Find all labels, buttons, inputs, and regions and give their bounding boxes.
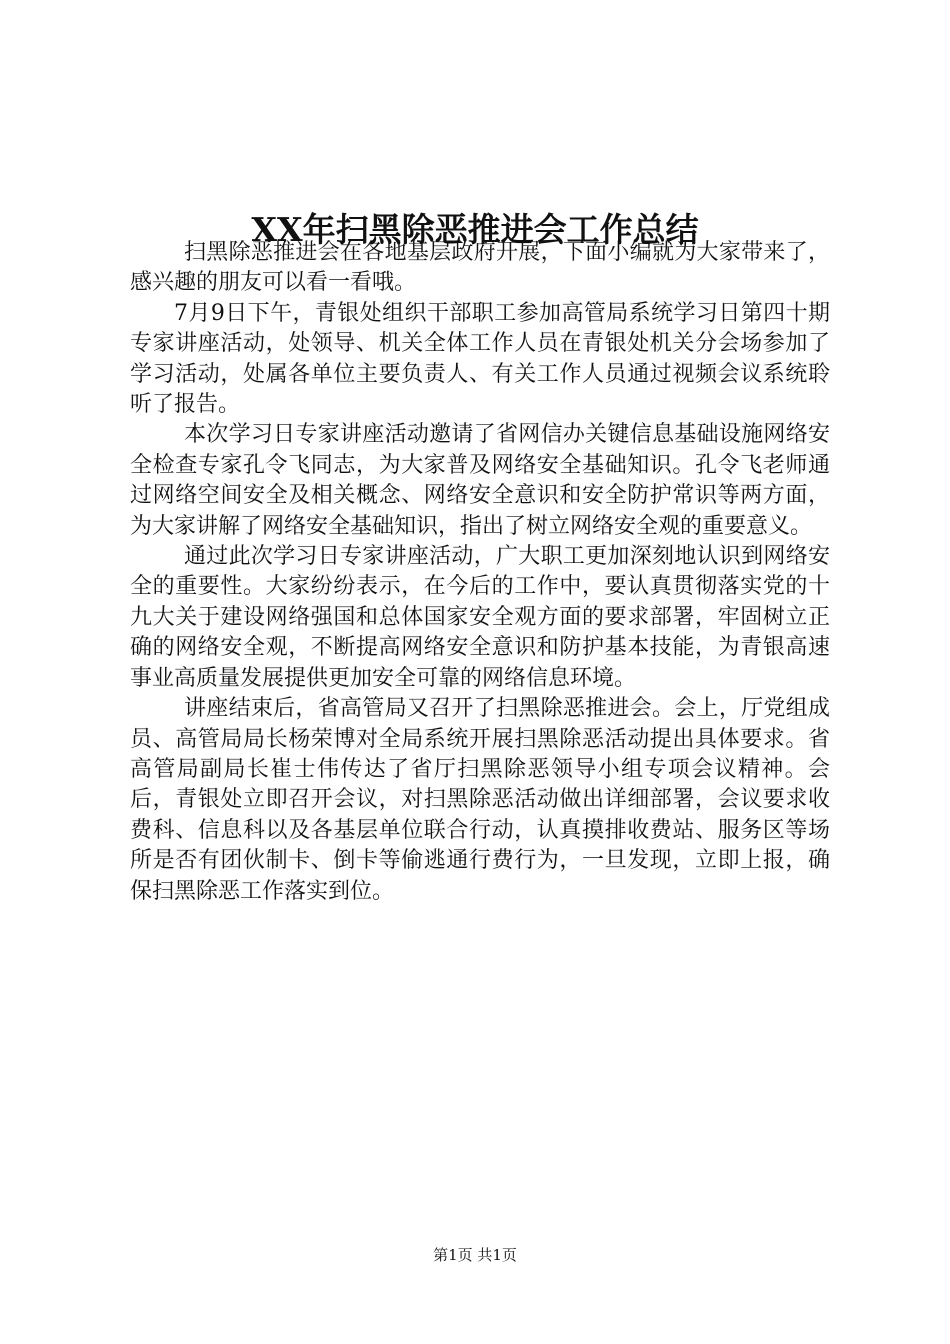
document-title: XX年扫黑除恶推进会工作总结 — [251, 210, 699, 250]
paragraph-lecture: 本次学习日专家讲座活动邀请了省网信办关键信息基础设施网络安全检查专家孔令飞同志，为大家普及网络安全基础知识。孔令飞老师通过网络空间安全及相关概念、网络安全意识和安全防护常识等两方面，为大家讲解了网络安全基础知识，指出了树立网络安全观的重要意义。 — [130, 422, 830, 539]
paragraph-intro: 扫黑除恶推进会在各地基层政府开展，下面小编就为大家带来了，感兴趣的朋友可以看一看哦。 — [130, 240, 830, 296]
document-body — [130, 238, 830, 907]
paragraph-meeting: 7月9日下午，青银处组织干部职工参加高管局系统学习日第四十期专家讲座活动，处领导、机关全体工作人员在青银处机关分会场参加了学习活动，处属各单位主要负责人、有关工作人员通过视频会议系统聆听了报告。 — [130, 300, 830, 418]
paragraph-promotion-meeting: 讲座结束后，省高管局又召开了扫黑除恶推进会。会上，厅党组成员、高管局局长杨荣博对全局系统开展扫黑除恶活动提出具体要求。省高管局副局长崔士伟传达了省厅扫黑除恶领导小组专项会议精神。会后，青银处立即召开会议，对扫黑除恶活动做出详细部署，会议要求收费科、信息科以及各基层单位联合行动，认真摸排收费站、服务区等场所是否有团伙制卡、倒卡等偷逃通行费行为，一旦发现，立即上报，确保扫黑除恶工作落实到位。 — [130, 696, 830, 904]
page-number: 第1页 共1页 — [433, 1246, 517, 1264]
paragraph-awareness: 通过此次学习日专家讲座活动，广大职工更加深刻地认识到网络安全的重要性。大家纷纷表示，在今后的工作中，要认真贯彻落实党的十九大关于建设网络强国和总体国家安全观方面的要求部署，牢固树立正确的网络安全观，不断提高网络安全意识和防护基本技能，为青银高速事业高质量发展提供更加安全可靠的网络信息环境。 — [130, 544, 830, 691]
